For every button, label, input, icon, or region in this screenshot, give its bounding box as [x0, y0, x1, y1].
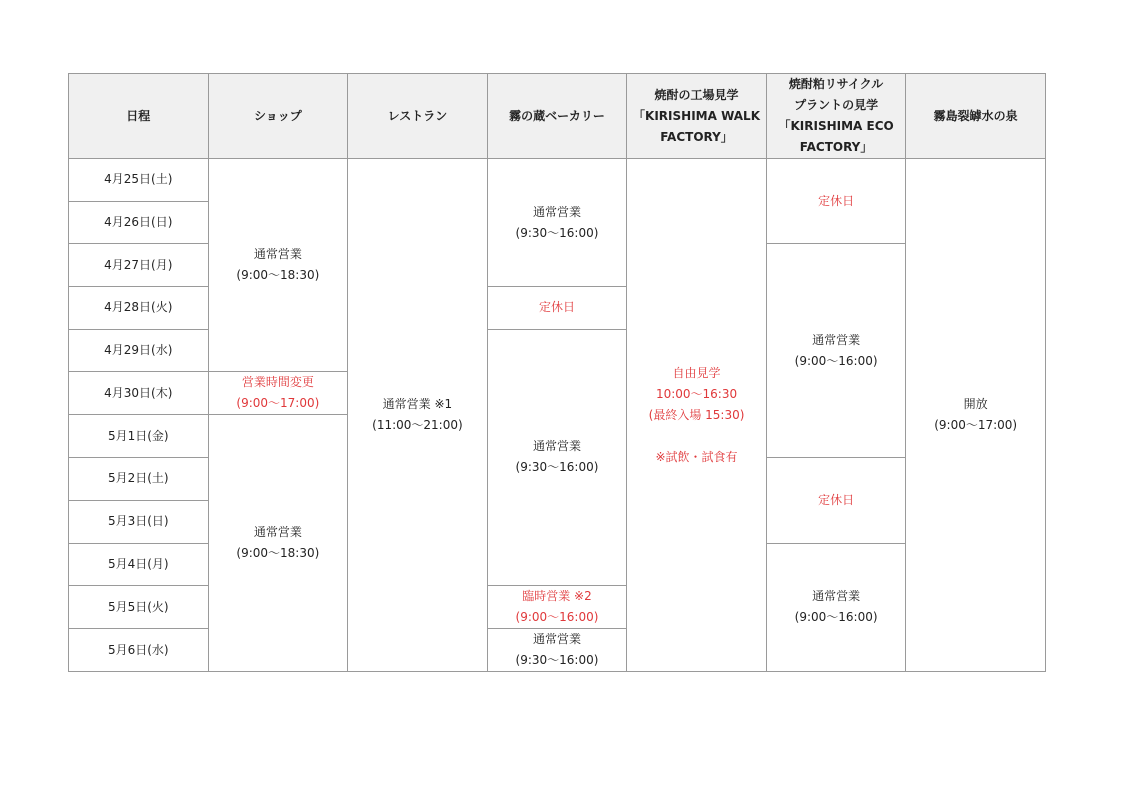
header-shop: ショップ	[208, 74, 348, 159]
bakery-closed-cell	[487, 287, 627, 330]
shop-change-status: 営業時間変更	[241, 375, 314, 390]
header-eco	[766, 74, 906, 159]
shop-normal-cell	[208, 415, 348, 672]
date-cell: 5月2日(土)	[69, 458, 209, 501]
header-factory-line2: 「KIRISHIMA WALK	[633, 108, 761, 123]
header-spring: 霧島裂罅水の泉	[906, 74, 1046, 159]
date-cell: 4月30日(木)	[69, 372, 209, 415]
header-factory-line1: 焼酎の工場見学	[654, 87, 739, 102]
date-cell: 5月5日(火)	[69, 586, 209, 629]
spacer	[631, 426, 762, 447]
header-bakery: 霧の蔵ベーカリー	[487, 74, 627, 159]
eco-closed: 定休日	[818, 193, 855, 208]
eco-status: 通常営業	[812, 332, 861, 347]
date-cell: 5月3日(日)	[69, 500, 209, 543]
shop-change-cell	[208, 372, 348, 415]
bakery-temp-hours: (9:00〜16:00)	[515, 610, 599, 625]
header-factory	[627, 74, 767, 159]
bakery-normal-cell	[487, 159, 627, 287]
bakery-status: 通常営業	[532, 204, 581, 219]
shop-hours: (9:00〜18:30)	[236, 268, 320, 283]
shop-normal-cell	[208, 159, 348, 372]
date-cell: 5月6日(水)	[69, 629, 209, 672]
shop-change-hours: (9:00〜17:00)	[236, 396, 320, 411]
shop-status: 通常営業	[253, 525, 302, 540]
date-cell: 4月28日(火)	[69, 287, 209, 330]
eco-status: 通常営業	[812, 589, 861, 604]
eco-normal-cell	[766, 543, 906, 672]
header-eco-line2: プラントの見学	[794, 98, 879, 112]
header-eco-line3: 「KIRISHIMA ECO	[778, 119, 894, 133]
bakery-status: 通常営業	[532, 632, 581, 647]
date-cell: 5月1日(金)	[69, 415, 209, 458]
spring-hours: (9:00〜17:00)	[934, 418, 1018, 433]
bakery-hours: (9:30〜16:00)	[515, 225, 599, 240]
eco-closed: 定休日	[818, 492, 855, 507]
table-row	[69, 159, 1046, 202]
eco-closed-cell	[766, 458, 906, 543]
factory-hours: 10:00〜16:30	[655, 386, 738, 401]
header-eco-line1: 焼酎粕リサイクル	[788, 77, 884, 91]
date-cell: 5月4日(月)	[69, 543, 209, 586]
factory-status: 自由見学	[672, 365, 721, 380]
header-restaurant: レストラン	[348, 74, 488, 159]
spring-status: 開放	[963, 397, 988, 412]
factory-last-entry: (最終入場 15:30)	[648, 407, 745, 422]
date-cell: 4月25日(土)	[69, 159, 209, 202]
eco-closed-cell	[766, 159, 906, 244]
bakery-closed: 定休日	[538, 300, 575, 315]
bakery-hours: (9:30〜16:00)	[515, 460, 599, 475]
bakery-temp-cell	[487, 586, 627, 629]
header-factory-line3: FACTORY」	[660, 129, 733, 144]
shop-status: 通常営業	[253, 247, 302, 262]
date-cell: 4月27日(月)	[69, 244, 209, 287]
header-date: 日程	[69, 74, 209, 159]
header-eco-line4: FACTORY」	[799, 140, 873, 154]
eco-hours: (9:00〜16:00)	[794, 353, 878, 368]
factory-note: ※試飲・試食有	[655, 449, 738, 464]
bakery-temp-status: 臨時営業 ※2	[522, 589, 592, 604]
schedule-table	[68, 73, 1046, 672]
bakery-hours: (9:30〜16:00)	[515, 653, 599, 668]
header-row	[69, 74, 1046, 159]
restaurant-status: 通常営業 ※1	[382, 397, 453, 412]
shop-hours: (9:00〜18:30)	[236, 546, 320, 561]
date-cell: 4月29日(水)	[69, 329, 209, 372]
eco-normal-cell	[766, 244, 906, 458]
spring-cell	[906, 159, 1046, 672]
bakery-normal-cell	[487, 329, 627, 585]
bakery-status: 通常営業	[532, 439, 581, 454]
restaurant-hours: (11:00〜21:00)	[372, 418, 463, 433]
factory-cell	[627, 159, 767, 672]
eco-hours: (9:00〜16:00)	[794, 610, 878, 625]
restaurant-cell	[348, 159, 488, 672]
bakery-normal-cell	[487, 629, 627, 672]
date-cell: 4月26日(日)	[69, 201, 209, 244]
